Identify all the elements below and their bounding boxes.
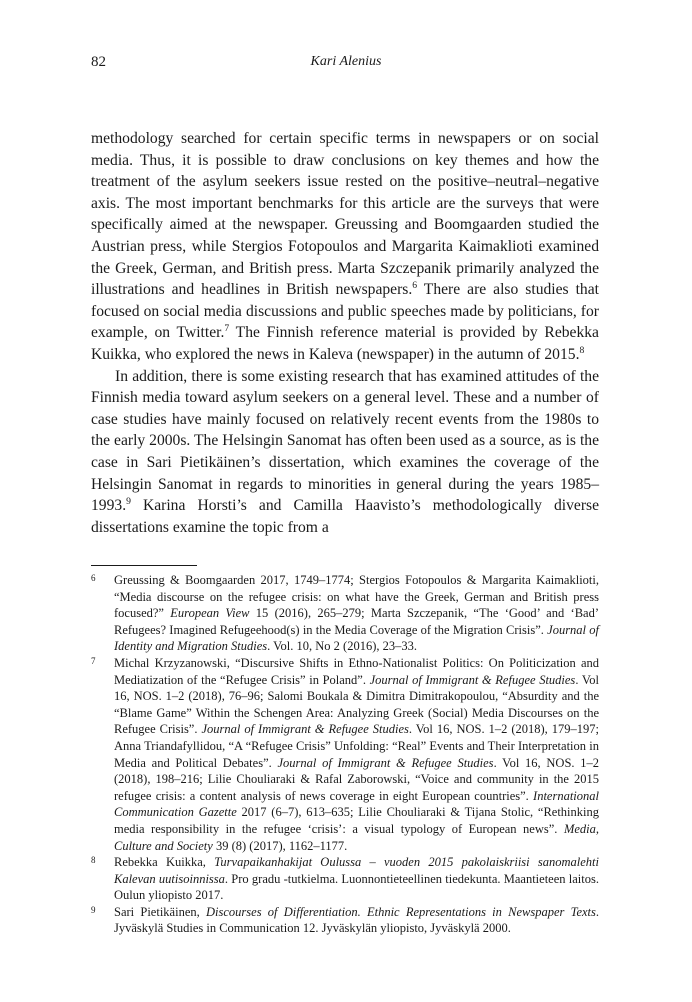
footnote-ref-6[interactable]: 6	[412, 279, 418, 291]
footnote-separator	[91, 565, 197, 566]
footnote-number: 7	[91, 655, 96, 666]
footnote-7	[91, 655, 599, 854]
footnote-number: 6	[91, 573, 96, 583]
footnote-number: 9	[91, 904, 96, 915]
body-text	[91, 128, 599, 538]
footnotes	[91, 572, 599, 937]
page-number: 82	[91, 54, 106, 70]
paragraph-text: The Finnish reference material is provided by Rebekka Kuikka, who explored the news in Kaleva (newspaper) in the autumn of 2015.	[91, 324, 599, 363]
body-paragraph-2	[91, 366, 599, 539]
footnote-9	[91, 904, 599, 937]
footnote-ref-8[interactable]: 8	[579, 344, 585, 356]
footnote-text: Greussing & Boomgaarden 2017, 1749–1774; Stergios Fotopoulos & Margarita Kaimaklioti, “Media discourse on the refugee crisis: on what have the Greek, German and British press focused?” European View 15 (2016), 265–279; Marta Szczepanik, “The ‘Good’ and ‘Bad’ Refugees? Imagined Refugeehood(s) in the Media Coverage of the Migration Crisis”. Journal of Identity and Migration Studies. Vol. 10, No 2 (2016), 23–33.	[114, 573, 599, 654]
paragraph-text: In addition, there is some existing research that has examined attitudes of the Finnish media toward asylum seekers on a general level. These and a number of case studies have mainly focused on relatively recent events from the 1980s to the early 2000s. The Helsingin Sanomat has often been used as a source, as is the case in Sari Pietikäinen’s dissertation, which examines the coverage of the Helsingin Sanomat in regards to minorities in general during the years 1985–1993.	[91, 367, 599, 515]
footnote-text: Rebekka Kuikka, Turvapaikanhakijat Oulussa – vuoden 2015 pakolaiskriisi sanomalehti Kalevan uutisoinnissa. Pro gradu -tutkielma. Luonnontieteellinen tiedekunta. Maantieteen laitos. Oulun yliopisto 2017.	[114, 855, 599, 903]
paragraph-text: methodology searched for certain specific terms in newspapers or on social media. Thus, it is possible to draw conclusions on key themes and how the treatment of the asylum seekers issue rested on the positive–neutral–negative axis. The most important benchmarks for this article are the surveys that were specifically aimed at the newspaper. Greussing and Boomgaarden studied the Austrian press, while Stergios Fotopoulos and Margarita Kaimaklioti examined the Greek, German, and British press. Marta Szczepanik primarily analyzed the illustrations and headlines in British newspapers.	[91, 130, 599, 299]
footnote-text: Michal Krzyzanowski, “Discursive Shifts in Ethno-Nationalist Politics: On Politicization and Mediatization of the “Refugee Crisis” in Poland”. Journal of Immigrant & Refugee Studies. Vol 16, NOS. 1–2 (2018), 76–96; Salomi Boukala & Dimitra Dimitrakopoulou, “Absurdity and the “Blame Game” Within the Schengen Area: Analyzing Greek (Social) Media Discourses on the Refugee Crisis”. Journal of Immigrant & Refugee Studies. Vol 16, NOS. 1–2 (2018), 179–197; Anna Triandafyllidou, “A “Refugee Crisis” Unfolding: “Real” Events and Their Interpretation in Media and Political Debates”. Journal of Immigrant & Refugee Studies. Vol 16, NOS. 1–2 (2018), 198–216; Lilie Chouliaraki & Rafal Zaborowski, “Voice and community in the 2015 refugee crisis: a content analysis of news coverage in eight European countries”. International Communication Gazette 2017 (6–7), 613–635; Lilie Chouliaraki & Tijana Stolic, “Rethinking media responsibility in the refugee ‘crisis’: a visual typology of European news”. Media, Culture and Society 39 (8) (2017), 1162–1177.	[114, 655, 599, 853]
body-paragraph-1	[91, 128, 599, 366]
footnote-8	[91, 854, 599, 904]
paragraph-text: Karina Horsti’s and Camilla Haavisto’s methodologically diverse dissertations examine the topic from a	[91, 497, 599, 536]
running-head: Kari Alenius	[310, 54, 382, 69]
footnote-ref-9[interactable]: 9	[126, 495, 131, 507]
footnote-6	[91, 572, 599, 655]
footnote-number: 8	[91, 855, 96, 866]
footnote-text: Sari Pietikäinen, Discourses of Differentiation. Ethnic Representations in Newspaper Texts. Jyväskylä Studies in Communication 12. Jyväskylän yliopisto, Jyväskylä 2000.	[114, 904, 600, 936]
paragraph-text: There are also studies that focused on social media discussions and public speeches made by politicians, for example, on Twitter.	[91, 281, 599, 342]
footnote-ref-7[interactable]: 7	[224, 323, 230, 335]
